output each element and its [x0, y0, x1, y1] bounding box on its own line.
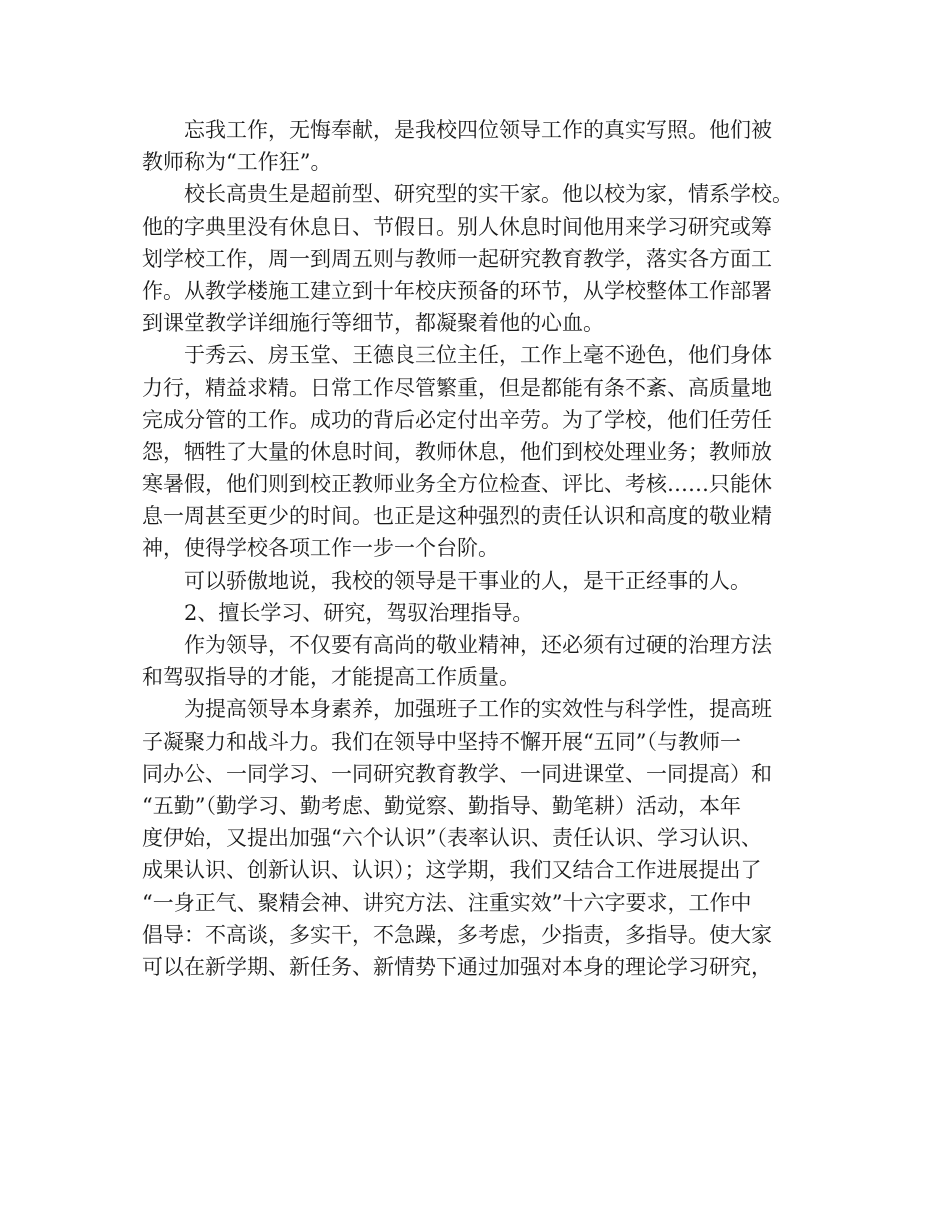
text-line: 作为领导，不仅要有高尚的敬业精神，还必须有过硬的治理方法 — [184, 633, 772, 657]
text-line: 息一周甚至更少的时间。也正是这种强烈的责任认识和高度的敬业精 — [142, 504, 772, 529]
text-line: 完成分管的工作。成功的背后必定付出辛劳。为了学校，他们任劳任 — [142, 407, 772, 432]
text-line: 和驾驭指导的才能，才能提高工作质量。 — [142, 665, 520, 690]
text-line: 度伊始，又提出加强“六个认识”（表率认识、责任认识、学习认识、 — [142, 826, 762, 851]
text-line: 于秀云、房玉堂、王德良三位主任，工作上毫不逊色，他们身体 — [184, 343, 772, 368]
text-line: 忘我工作，无悔奉献，是我校四位领导工作的真实写照。他们被 — [184, 118, 772, 142]
text-line: 同办公、一同学习、一同研究教育教学、一同进课堂、一同提高）和 — [142, 761, 772, 786]
text-line: “一身正气、聚精会神、讲究方法、注重实效”十六字要求，工作中 — [142, 890, 752, 915]
text-line: 到课堂教学详细施行等细节，都凝聚着他的心血。 — [142, 311, 604, 336]
text-line: 校长高贵生是超前型、研究型的实干家。他以校为家，情系学校。 — [184, 182, 793, 207]
text-line: 教师称为“工作狂”。 — [142, 150, 332, 175]
text-line: 为提高领导本身素养，加强班子工作的实效性与科学性，提高班 — [184, 697, 772, 722]
text-line: 2、擅长学习、研究，驾驭治理指导。 — [184, 600, 534, 625]
text-line: “五勤”（勤学习、勤考虑、勤觉察、勤指导、勤笔耕）活动，本年 — [142, 793, 741, 818]
text-line: 倡导：不高谈，多实干，不急躁，多考虑，少指责，多指导。使大家 — [142, 922, 772, 947]
text-line: 可以骄傲地说，我校的领导是干事业的人，是干正经事的人。 — [184, 568, 751, 593]
text-line: 划学校工作，周一到周五则与教师一起研究教育教学，落实各方面工 — [142, 246, 772, 271]
text-line: 可以在新学期、新任务、新情势下通过加强对本身的理论学习研究， — [142, 954, 772, 979]
text-line: 作。从教学楼施工建立到十年校庆预备的环节，从学校整体工作部署 — [142, 278, 772, 303]
text-line: 怨，牺牲了大量的休息时间，教师休息，他们到校处理业务；教师放 — [142, 439, 772, 464]
text-line: 子凝聚力和战斗力。我们在领导中坚持不懈开展“五同”（与教师一 — [142, 729, 741, 754]
text-line: 神，使得学校各项工作一步一个台阶。 — [142, 536, 499, 561]
text-line: 他的字典里没有休息日、节假日。别人休息时间他用来学习研究或筹 — [142, 214, 772, 239]
document-body — [142, 114, 832, 983]
text-line: 力行，精益求精。日常工作尽管繁重，但是都能有条不紊、高质量地 — [142, 375, 772, 400]
text-line: 寒暑假，他们则到校正教师业务全方位检查、评比、考核……只能休 — [142, 472, 772, 497]
text-line: 成果认识、创新认识、认识）；这学期，我们又结合工作进展提出了 — [142, 858, 762, 883]
